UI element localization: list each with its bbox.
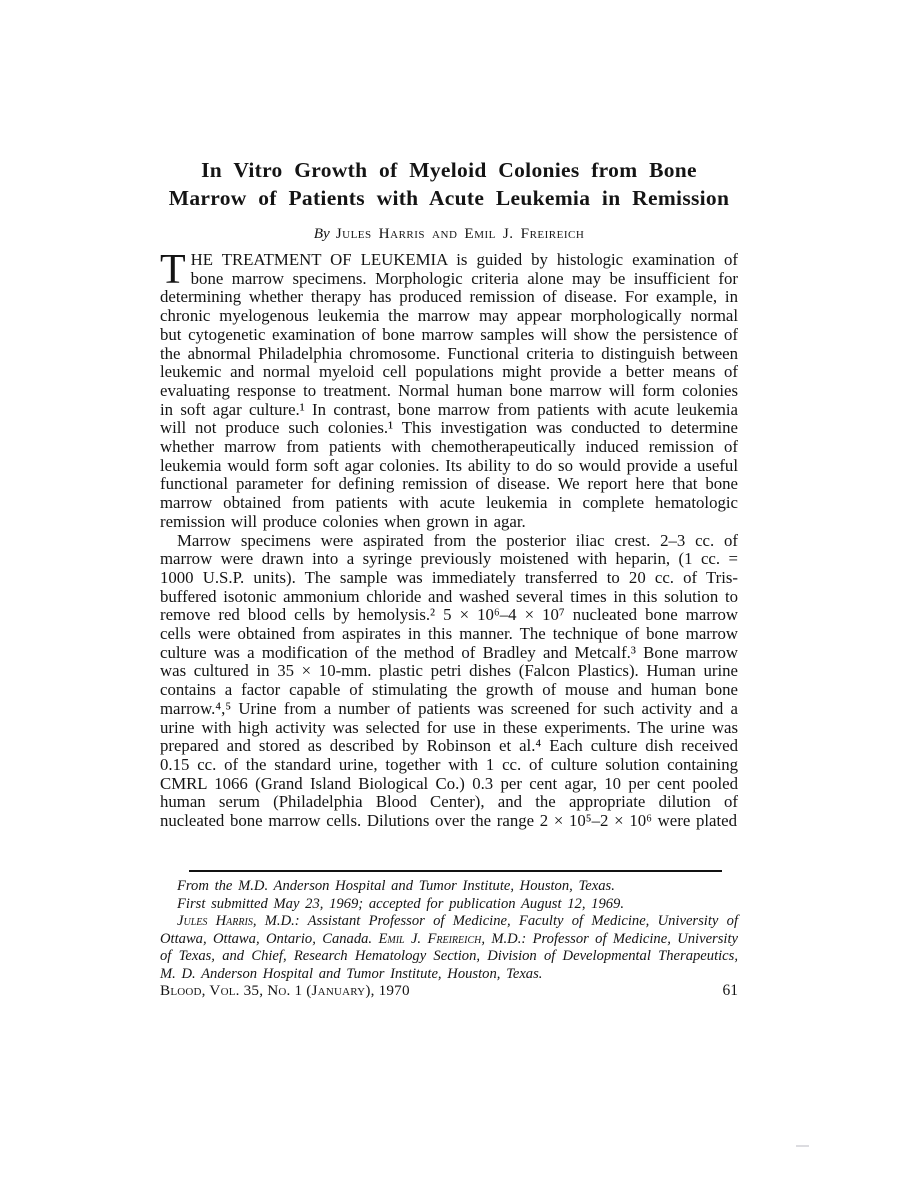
paragraph-introduction-text: is guided by histologic examination of bone marrow specimens. Morphologic criteria alone may be insufficient for determining whether therapy has produced remission of disease. For example, in chronic myelogenous leukemia the marrow may appear morphologically normal but cytogenetic examination of bone marrow samples will show the persistence of the abnormal Philadelphia chromosome. Functional criteria to distinguish between leukemic and normal myeloid cell populations might provide a better means of evaluating response to treatment. Normal human bone marrow will form colonies in soft agar culture.¹ In contrast, bone marrow from patients with acute leukemia will not produce such colonies.¹ This investigation was conducted to determine whether marrow from patients with chemotherapeutically induced remission of leukemia would form soft agar colonies. Its ability to do so would provide a useful functional parameter for defining remission of disease. We report here that bone marrow obtained from patients with acute leukemia in complete hematologic remission will produce colonies when grown in agar.: [160, 250, 738, 531]
title-block: [160, 156, 738, 243]
article-title-line2: Marrow of Patients with Acute Leukemia in Remission: [168, 186, 730, 210]
footnote-author-bios: [160, 913, 738, 983]
article-title-line1: In Vitro Growth of Myeloid Colonies from Bone: [201, 158, 697, 182]
footnote-submission-dates: First submitted May 23, 1969; accepted for publication August 12, 1969.: [177, 895, 624, 912]
drop-cap: T: [160, 247, 186, 293]
footnote-author2-bio: , M.D.: Professor of Medicine, University of Texas, and Chief, Research Hematology Section, Division of Developmental Therapeutics, M. D. Anderson Hospital and Tumor Institute, Houston, Texas.: [160, 930, 738, 982]
article-body: [160, 247, 738, 831]
scan-artifact: [796, 1145, 809, 1147]
footnote-author1-name: Jules Harris: [177, 913, 253, 930]
footnote-block: [160, 878, 738, 984]
footnote-author2-name: Emil J. Freireich: [378, 930, 482, 947]
article-title: [160, 156, 738, 212]
byline: [160, 225, 738, 243]
page-number: 61: [722, 982, 738, 999]
footnote-rule: [189, 870, 722, 872]
byline-authors: Jules Harris and Emil J. Freireich: [335, 225, 585, 242]
journal-citation: Blood, Vol. 35, No. 1 (January), 1970: [160, 982, 410, 999]
byline-prefix: By: [313, 225, 330, 242]
footnote-author1-bio: , M.D.: Assistant Professor of Medicine, Faculty of Medicine, University of Ottawa, Ottawa, Ontario, Canada.: [160, 913, 738, 947]
paragraph-methods: Marrow specimens were aspirated from the posterior iliac crest. 2–3 cc. of marrow were drawn into a syringe previously moistened with heparin, (1 cc. = 1000 U.S.P. units). The sample was immediately transferred to 20 cc. of Tris-buffered isotonic ammonium chloride and washed several times in this solution to remove red blood cells by hemolysis.² 5 × 10⁶–4 × 10⁷ nucleated bone marrow cells were obtained from aspirates in this manner. The technique of bone marrow culture was a modification of the method of Bradley and Metcalf.³ Bone marrow was cultured in 35 × 10-mm. plastic petri dishes (Falcon Plastics). Human urine contains a factor capable of stimulating the growth of mouse and human bone marrow.⁴,⁵ Urine from a number of patients was screened for such activity and a urine with high activity was selected for use in these experiments. The urine was prepared and stored as described by Robinson et al.⁴ Each culture dish received 0.15 cc. of the standard urine, together with 1 cc. of culture solution containing CMRL 1066 (Grand Island Biological Co.) 0.3 per cent agar, 10 per cent pooled human serum (Philadelphia Blood Center), and the appropriate dilution of nucleated bone marrow cells. Dilutions over the range 2 × 10⁵–2 × 10⁶ were plated: [160, 530, 738, 831]
page-footer: [160, 982, 738, 1000]
lead-in-caps: HE TREATMENT OF LEUKEMIA: [190, 250, 448, 269]
footnote-affiliation: From the M.D. Anderson Hospital and Tumor Institute, Houston, Texas.: [177, 878, 615, 894]
paragraph-introduction: [160, 247, 738, 532]
